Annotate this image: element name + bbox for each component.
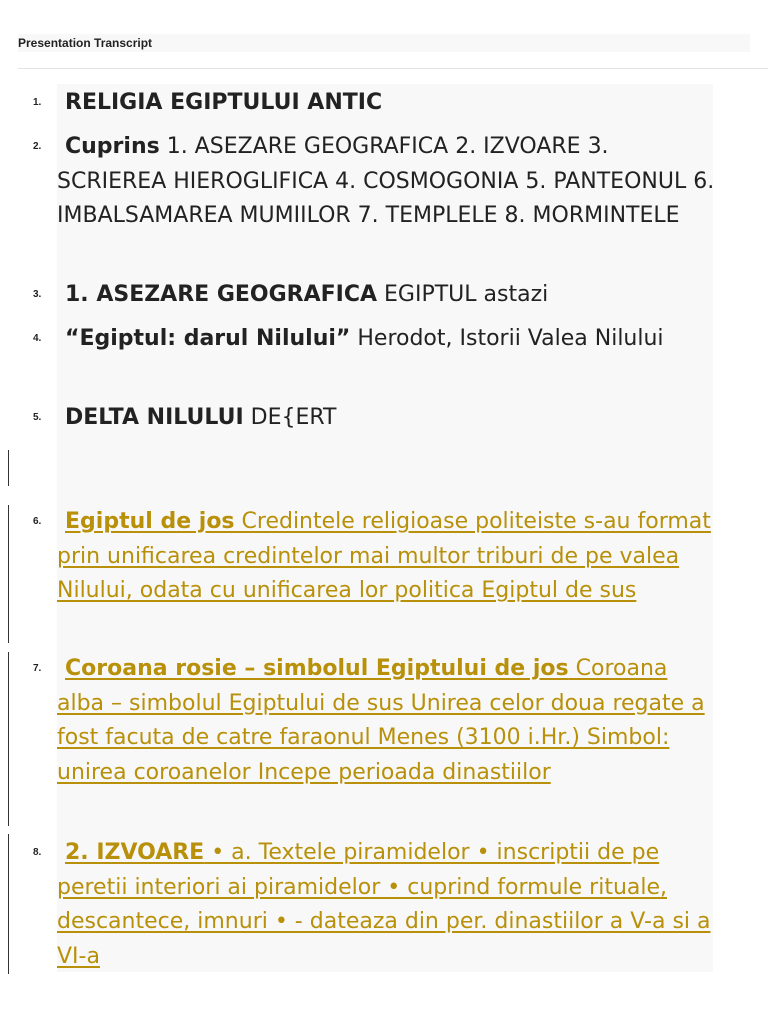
item-number: 6. bbox=[33, 516, 42, 527]
item-link[interactable] bbox=[57, 840, 711, 969]
header-divider bbox=[18, 68, 768, 69]
item-title: Coroana rosie – simbolul Egiptului de jos bbox=[65, 656, 569, 681]
item-text: Coroana alba – simbolul Egiptului de sus Unirea celor doua regate a fost facuta de catre faraonul Menes (3100 i.Hr.) Simbol: unirea coroanelor Incepe perioada dinastiilor bbox=[57, 656, 705, 785]
header-title: Presentation Transcript bbox=[18, 36, 153, 50]
item-number: 1. bbox=[33, 97, 42, 108]
item-number: 5. bbox=[33, 412, 42, 423]
transcript-header bbox=[18, 34, 750, 52]
margin-line bbox=[8, 505, 9, 643]
item-text: Herodot, Istorii Valea Nilului bbox=[350, 326, 664, 351]
item-title: 2. IZVOARE bbox=[65, 840, 205, 865]
transcript-item bbox=[33, 322, 717, 357]
item-title: “Egiptul: darul Nilului” bbox=[65, 326, 351, 351]
transcript-item[interactable] bbox=[33, 505, 717, 609]
item-title: RELIGIA EGIPTULUI ANTIC bbox=[65, 90, 383, 115]
item-title: DELTA NILULUI bbox=[65, 405, 244, 430]
transcript-item bbox=[33, 86, 717, 121]
item-text: Credintele religioase politeiste s-au format prin unificarea credintelor mai multor triburi de pe valea Nilului, odata cu unificarea lor politica Egiptul de sus bbox=[57, 509, 711, 603]
item-text: 1. ASEZARE GEOGRAFICA 2. IZVOARE 3. SCRIEREA HIEROGLIFICA 4. COSMOGONIA 5. PANTEONUL 6. IMBALSAMAREA MUMIILOR 7. TEMPLELE 8. MORMINTELE bbox=[57, 134, 715, 228]
item-title: Cuprins bbox=[65, 134, 160, 159]
item-number: 3. bbox=[33, 289, 42, 300]
item-number: 7. bbox=[33, 663, 42, 674]
transcript-item bbox=[33, 401, 717, 436]
transcript-item[interactable] bbox=[33, 652, 717, 790]
margin-line bbox=[8, 652, 9, 826]
item-title: 1. ASEZARE GEOGRAFICA bbox=[65, 282, 378, 307]
transcript-item bbox=[33, 278, 717, 313]
item-text: EGIPTUL astazi bbox=[377, 282, 549, 307]
item-link[interactable] bbox=[57, 656, 705, 785]
item-number: 8. bbox=[33, 847, 42, 858]
item-link[interactable] bbox=[57, 509, 711, 603]
item-text: • a. Textele piramidelor • inscriptii de pe peretii interiori ai piramidelor • cuprind formule rituale, descantece, imnuri • - dateaza din per. dinastiilor a V-a si a VI-a bbox=[57, 840, 711, 969]
item-number: 4. bbox=[33, 333, 42, 344]
item-number: 2. bbox=[33, 141, 42, 152]
margin-line bbox=[8, 834, 9, 974]
margin-line bbox=[8, 450, 9, 486]
item-text: DE{ERT bbox=[243, 405, 337, 430]
item-title: Egiptul de jos bbox=[65, 509, 235, 534]
transcript-item bbox=[33, 130, 717, 234]
transcript-item[interactable] bbox=[33, 836, 717, 974]
